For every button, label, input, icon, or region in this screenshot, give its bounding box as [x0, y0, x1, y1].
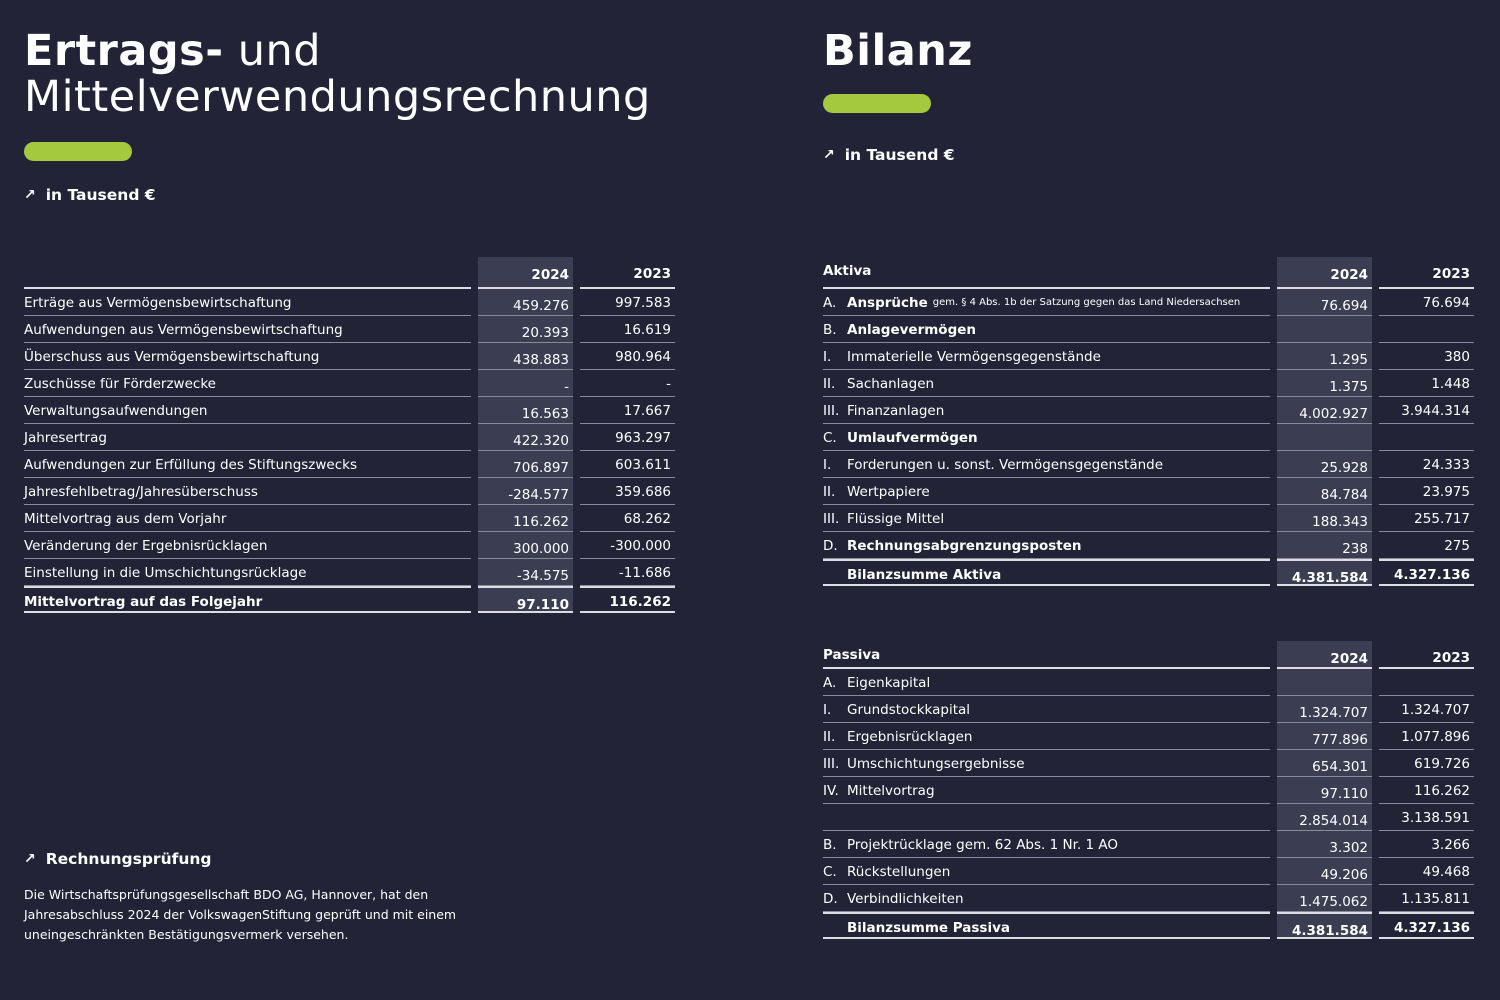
value-2024: 1.375 [1277, 370, 1372, 397]
row-label: Einstellung in die Umschichtungsrücklage [24, 559, 471, 586]
table-row [823, 424, 1475, 451]
unit-note [24, 186, 156, 204]
row-label [823, 696, 1270, 723]
row-label: Erträge aus Vermögensbewirtschaftung [24, 289, 471, 316]
row-index: D. [823, 891, 838, 907]
row-index: I. [823, 702, 832, 718]
row-label [823, 750, 1270, 777]
row-label [823, 397, 1270, 424]
row-text: Flüssige Mittel [847, 511, 945, 527]
row-label [823, 831, 1270, 858]
value-2024: 20.393 [478, 316, 573, 343]
row-index: IV. [823, 783, 839, 799]
table-row [823, 804, 1475, 831]
value-2024: 1.324.707 [1277, 696, 1372, 723]
value-2024: 4.002.927 [1277, 397, 1372, 424]
table-row [24, 397, 676, 424]
row-index: III. [823, 756, 840, 772]
row-label [823, 804, 1270, 831]
table-row [24, 478, 676, 505]
value-2024: 116.262 [478, 505, 573, 532]
table-row [24, 289, 676, 316]
row-label: Verwaltungsaufwendungen [24, 397, 471, 424]
value-2024: 16.563 [478, 397, 573, 424]
value-2024: 438.883 [478, 343, 573, 370]
value-2024: 25.928 [1277, 451, 1372, 478]
accent-bar [823, 94, 931, 113]
row-label: Zuschüsse für Förderzwecke [24, 370, 471, 397]
aktiva-header-2023: 2023 [1379, 257, 1474, 289]
row-index: III. [823, 403, 840, 419]
row-text: Forderungen u. sonst. Vermögensgegenstände [847, 457, 1164, 473]
table-row [823, 343, 1475, 370]
title-bold-part: Ertrags- [24, 26, 224, 76]
row-index [823, 810, 847, 830]
table-row [823, 777, 1475, 804]
table-row [24, 424, 676, 451]
value-2023: 24.333 [1379, 451, 1474, 478]
value-2023: 49.468 [1379, 858, 1474, 885]
value-2024: 97.110 [478, 586, 573, 613]
table-row [24, 370, 676, 397]
passiva-header-row [823, 641, 1475, 669]
row-index: I. [823, 349, 832, 365]
row-text: Bilanzsumme Passiva [847, 920, 1011, 936]
table-row [823, 289, 1475, 316]
table-header-row [24, 257, 676, 289]
row-index: C. [823, 864, 837, 880]
value-2023: 380 [1379, 343, 1474, 370]
row-index [823, 567, 847, 584]
table-row [24, 343, 676, 370]
value-2023: 603.611 [580, 451, 675, 478]
value-2024: 777.896 [1277, 723, 1372, 750]
row-label [823, 532, 1270, 559]
value-2024: 188.343 [1277, 505, 1372, 532]
unit-label: in Tausend € [844, 146, 955, 164]
aktiva-header-2024: 2024 [1277, 257, 1372, 289]
row-text: Wertpapiere [847, 484, 930, 500]
value-2023: 3.138.591 [1379, 804, 1474, 831]
audit-heading [24, 850, 212, 868]
row-index: A. [823, 295, 837, 311]
row-text: Umschichtungsergebnisse [847, 756, 1025, 772]
row-text: Bilanzsumme Aktiva [847, 567, 1002, 583]
passiva-header-2023: 2023 [1379, 641, 1474, 669]
aktiva-header-row [823, 257, 1475, 289]
value-2024: 422.320 [478, 424, 573, 451]
table-row [823, 451, 1475, 478]
row-index: B. [823, 837, 837, 853]
arrow-up-right-icon: ↗ [24, 851, 36, 867]
table-row [823, 397, 1475, 424]
table-row [24, 316, 676, 343]
table-row [823, 696, 1475, 723]
value-2023: 4.327.136 [1379, 559, 1474, 586]
row-index: C. [823, 430, 837, 446]
value-2023: 3.266 [1379, 831, 1474, 858]
value-2023: 3.944.314 [1379, 397, 1474, 424]
value-2023: 17.667 [580, 397, 675, 424]
unit-note [823, 146, 955, 164]
table-row [823, 885, 1475, 912]
row-label [823, 316, 1270, 343]
row-label [823, 505, 1270, 532]
value-2024 [1277, 669, 1372, 696]
audit-text: Die Wirtschaftsprüfungsgesellschaft BDO AG, Hannover, hat den Jahresabschluss 2024 der VolkswagenStiftung geprüft und mit einem uneingeschränkten Bestätigungsvermerk versehen. [24, 887, 457, 942]
row-label [823, 559, 1270, 586]
value-2023: 275 [1379, 532, 1474, 559]
value-2023: 1.448 [1379, 370, 1474, 397]
income-table [24, 257, 676, 613]
value-2024 [1277, 316, 1372, 343]
table-row [823, 316, 1475, 343]
value-2023: 1.324.707 [1379, 696, 1474, 723]
table-row [24, 451, 676, 478]
value-2023: 76.694 [1379, 289, 1474, 316]
arrow-up-right-icon: ↗ [823, 147, 835, 163]
value-2024: 706.897 [478, 451, 573, 478]
row-text: Sachanlagen [847, 376, 935, 392]
row-label [823, 370, 1270, 397]
row-label: Aufwendungen aus Vermögensbewirtschaftung [24, 316, 471, 343]
value-2024: 4.381.584 [1277, 559, 1372, 586]
row-label: Mittelvortrag auf das Folgejahr [24, 586, 471, 613]
table-row [24, 505, 676, 532]
table-row [823, 723, 1475, 750]
value-2023: 16.619 [580, 316, 675, 343]
unit-label: in Tausend € [45, 186, 156, 204]
passiva-header-label: Passiva [823, 641, 1270, 669]
row-index: A. [823, 675, 837, 691]
row-text: Projektrücklage gem. 62 Abs. 1 Nr. 1 AO [847, 837, 1118, 853]
row-label: Aufwendungen zur Erfüllung des Stiftungszwecks [24, 451, 471, 478]
value-2024 [1277, 424, 1372, 451]
row-label [823, 723, 1270, 750]
value-2023: 4.327.136 [1379, 912, 1474, 939]
value-2023 [1379, 316, 1474, 343]
value-2024: 459.276 [478, 289, 573, 316]
aktiva-header-label: Aktiva [823, 257, 1270, 289]
row-text: Grundstockkapital [847, 702, 971, 718]
value-2023: -11.686 [580, 559, 675, 586]
arrow-up-right-icon: ↗ [24, 187, 36, 203]
value-2024: 97.110 [1277, 777, 1372, 804]
value-2024: 1.475.062 [1277, 885, 1372, 912]
title-rest-part: und [237, 26, 322, 76]
table-row [823, 532, 1475, 559]
audit-title: Rechnungsprüfung [45, 850, 212, 868]
value-2023: 23.975 [1379, 478, 1474, 505]
row-label [823, 777, 1270, 804]
row-text: Ergebnisrücklagen [847, 729, 973, 745]
value-2023: 255.717 [1379, 505, 1474, 532]
row-label [823, 669, 1270, 696]
table-row [823, 505, 1475, 532]
row-text: Rückstellungen [847, 864, 951, 880]
table-row [24, 586, 676, 613]
value-2023: - [580, 370, 675, 397]
page-title-right [823, 28, 973, 74]
value-2024: 2.854.014 [1277, 804, 1372, 831]
value-2024: - [478, 370, 573, 397]
table-row [823, 912, 1475, 939]
row-index: B. [823, 322, 837, 338]
value-2023: 68.262 [580, 505, 675, 532]
row-label: Mittelvortrag aus dem Vorjahr [24, 505, 471, 532]
row-label: Überschuss aus Vermögensbewirtschaftung [24, 343, 471, 370]
table-row [24, 559, 676, 586]
table-row [823, 559, 1475, 586]
passiva-header-2024: 2024 [1277, 641, 1372, 669]
aktiva-table [823, 257, 1475, 586]
row-index: III. [823, 511, 840, 527]
row-note: gem. § 4 Abs. 1b der Satzung gegen das Land Niedersachsen [932, 297, 1241, 308]
value-2024: -34.575 [478, 559, 573, 586]
row-text: Eigenkapital [847, 675, 931, 691]
value-2023 [1379, 669, 1474, 696]
value-2023: 619.726 [1379, 750, 1474, 777]
value-2024: 238 [1277, 532, 1372, 559]
value-2024: 1.295 [1277, 343, 1372, 370]
row-label [823, 478, 1270, 505]
value-2024: 49.206 [1277, 858, 1372, 885]
row-text: Umlaufvermögen [847, 430, 978, 446]
row-label: Jahresertrag [24, 424, 471, 451]
value-2023: 963.297 [580, 424, 675, 451]
value-2023: 359.686 [580, 478, 675, 505]
header-2023: 2023 [580, 257, 675, 289]
value-2024: 654.301 [1277, 750, 1372, 777]
value-2023: 997.583 [580, 289, 675, 316]
value-2024: -284.577 [478, 478, 573, 505]
table-row [823, 669, 1475, 696]
passiva-table [823, 641, 1475, 939]
row-index [823, 920, 847, 937]
table-row [823, 370, 1475, 397]
table-row [24, 532, 676, 559]
table-row [823, 858, 1475, 885]
row-text: Immaterielle Vermögensgegenstände [847, 349, 1101, 365]
row-label: Jahresfehlbetrag/Jahresüberschuss [24, 478, 471, 505]
row-label [823, 424, 1270, 451]
row-index: I. [823, 457, 832, 473]
value-2023: -300.000 [580, 532, 675, 559]
row-label [823, 885, 1270, 912]
value-2024: 84.784 [1277, 478, 1372, 505]
row-text: Mittelvortrag [847, 783, 935, 799]
value-2024: 76.694 [1277, 289, 1372, 316]
table-row [823, 750, 1475, 777]
accent-bar [24, 142, 132, 161]
title-bilanz: Bilanz [823, 26, 973, 76]
row-label [823, 451, 1270, 478]
value-2024: 3.302 [1277, 831, 1372, 858]
header-label [24, 257, 471, 289]
row-text: Anlagevermögen [847, 322, 977, 338]
value-2024: 300.000 [478, 532, 573, 559]
row-text: Verbindlichkeiten [847, 891, 964, 907]
title-line-two: Mittelverwendungsrechnung [24, 72, 651, 122]
value-2023: 116.262 [580, 586, 675, 613]
value-2024: 4.381.584 [1277, 912, 1372, 939]
row-index: II. [823, 729, 836, 745]
row-text: Finanzanlagen [847, 403, 945, 419]
table-row [823, 831, 1475, 858]
table-row [823, 478, 1475, 505]
row-index: D. [823, 538, 838, 554]
row-label [823, 343, 1270, 370]
row-text: Rechnungsabgrenzungsposten [847, 538, 1082, 554]
row-index: II. [823, 484, 836, 500]
row-label [823, 858, 1270, 885]
row-label [823, 912, 1270, 939]
value-2023: 980.964 [580, 343, 675, 370]
value-2023: 1.135.811 [1379, 885, 1474, 912]
row-index: II. [823, 376, 836, 392]
value-2023: 1.077.896 [1379, 723, 1474, 750]
row-label: Veränderung der Ergebnisrücklagen [24, 532, 471, 559]
value-2023 [1379, 424, 1474, 451]
row-label [823, 289, 1270, 316]
value-2023: 116.262 [1379, 777, 1474, 804]
row-text: Ansprüche [847, 295, 928, 311]
page-title-left [24, 28, 684, 120]
header-2024: 2024 [478, 257, 573, 289]
